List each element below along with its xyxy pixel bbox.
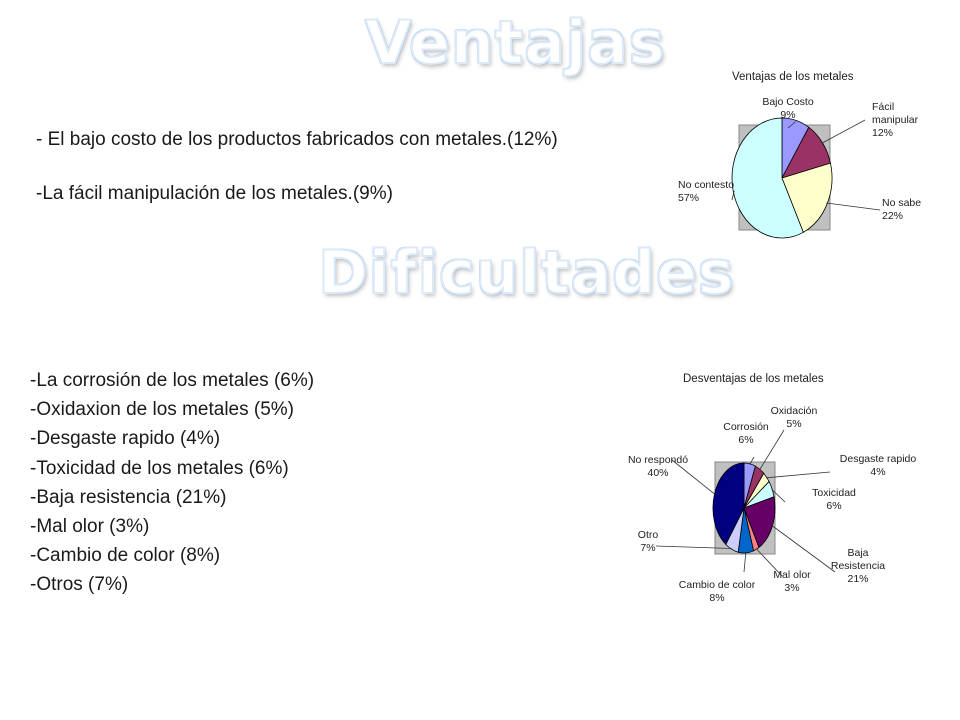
slice-label: Fácil manipular 12% — [872, 101, 919, 139]
slice-label: No sabe 22% — [882, 197, 922, 222]
heading-dificultades: Dificultades — [318, 238, 735, 308]
difficulty-item: -Desgaste rapido (4%) — [30, 428, 221, 450]
slice-label: Baja Resistencia 21% — [830, 547, 886, 585]
slice-label: Mal olor 3% — [773, 569, 811, 594]
slice-label: Corrosión 6% — [723, 421, 769, 446]
slice-label: Desgaste rapido 4% — [839, 453, 917, 478]
difficulty-item: -Toxicidad de los metales (6%) — [30, 457, 289, 479]
chart-title: Ventajas de los metales — [732, 71, 854, 83]
slice-label: Cambio de color 8% — [678, 579, 756, 604]
difficulty-item: -Cambio de color (8%) — [30, 545, 221, 567]
advantage-item: -La fácil manipulación de los metales.(9%) — [36, 183, 393, 204]
leader-line — [826, 203, 880, 210]
difficulty-item: -Otros (7%) — [30, 574, 129, 596]
difficulties-pie-svg — [620, 362, 950, 620]
leader-line — [772, 526, 835, 573]
leader-line — [766, 472, 830, 478]
advantages-pie-chart — [660, 60, 960, 245]
advantage-item: - El bajo costo de los productos fabricados con metales.(12%) — [36, 129, 558, 150]
slice-label: No contesto 57% — [678, 179, 735, 204]
slice-label: No respondó 40% — [627, 454, 689, 479]
heading-ventajas: Ventajas — [365, 8, 666, 78]
difficulty-item: -La corrosión de los metales (6%) — [30, 370, 315, 391]
difficulty-item: -Mal olor (3%) — [30, 516, 150, 538]
slice-label: Oxidación 5% — [770, 405, 818, 430]
chart-title: Desventajas de los metales — [683, 373, 824, 385]
difficulty-item: -Baja resistencia (21%) — [30, 486, 227, 508]
leader-line — [744, 552, 746, 572]
advantages-pie-svg — [660, 60, 960, 245]
difficulties-pie-chart — [620, 362, 950, 620]
difficulties-list — [30, 366, 314, 600]
advantages-list — [36, 126, 558, 208]
slice-label: Toxicidad 6% — [812, 487, 856, 512]
slice-label: Otro 7% — [637, 529, 659, 554]
slice-label: Bajo Costo 9% — [762, 96, 814, 121]
difficulty-item: -Oxidaxion de los metales (5%) — [30, 399, 294, 421]
